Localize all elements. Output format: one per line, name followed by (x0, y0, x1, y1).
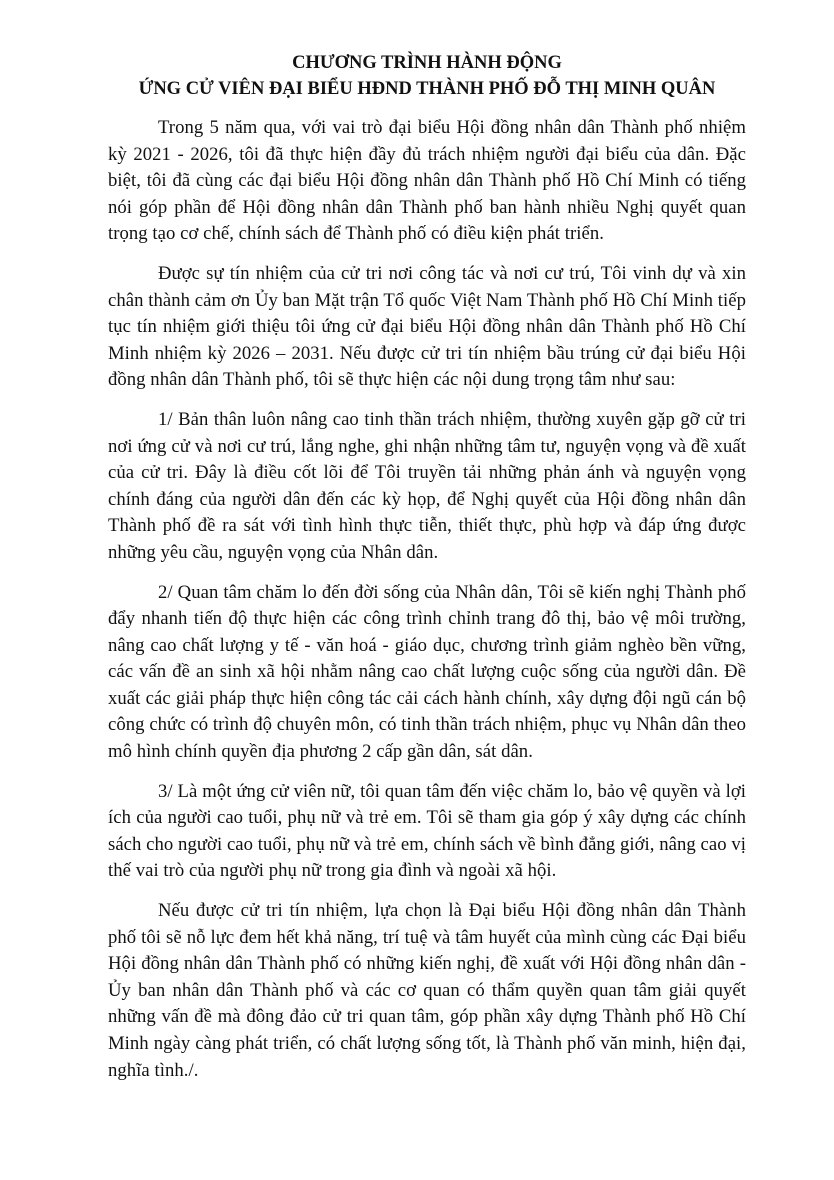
paragraph-closing: Nếu được cử tri tín nhiệm, lựa chọn là Đại biểu Hội đồng nhân dân Thành phố tôi sẽ nỗ lực đem hết khả năng, trí tuệ và tâm huyết của mình cùng các Đại biểu Hội đồng nhân dân Thành phố có những kiến nghị, đề xuất với Hội đồng nhân dân - Ủy ban nhân dân Thành phố và các cơ quan có thẩm quyền quan tâm giải quyết những vấn đề mà đông đảo cử tri quan tâm, góp phần xây dựng Thành phố Hồ Chí Minh ngày càng phát triển, có chất lượng sống tốt, là Thành phố văn minh, hiện đại, nghĩa tình./. (108, 900, 746, 1081)
document-title-line-1: CHƯƠNG TRÌNH HÀNH ĐỘNG (292, 53, 562, 73)
document-title-block (108, 50, 746, 102)
paragraph-point-2: 2/ Quan tâm chăm lo đến đời sống của Nhân dân, Tôi sẽ kiến nghị Thành phố đẩy nhanh tiến độ thực hiện các công trình chỉnh trang đô thị, bảo vệ môi trường, nâng cao chất lượng y tế - văn hoá - giáo dục, chương trình giảm nghèo bền vững, các vấn đề an sinh xã hội nhằm nâng cao chất lượng cuộc sống của người dân. Đề xuất các giải pháp thực hiện công tác cải cách hành chính, xây dựng đội ngũ cán bộ công chức có trình độ chuyên môn, có tinh thần trách nhiệm, phục vụ Nhân dân theo mô hình chính quyền địa phương 2 cấp gần dân, sát dân. (108, 581, 746, 763)
paragraph-nomination: Được sự tín nhiệm của cử tri nơi công tác và nơi cư trú, Tôi vinh dự và xin chân thành cảm ơn Ủy ban Mặt trận Tổ quốc Việt Nam Thành phố Hồ Chí Minh tiếp tục tín nhiệm giới thiệu tôi ứng cử đại biểu Hội đồng nhân dân Thành phố Hồ Chí Minh nhiệm kỳ 2026 – 2031. Nếu được cử tri tín nhiệm bầu trúng cử đại biểu Hội đồng nhân dân Thành phố, tôi sẽ thực hiện các nội dung trọng tâm như sau: (108, 262, 746, 391)
paragraph-intro: Trong 5 năm qua, với vai trò đại biểu Hội đồng nhân dân Thành phố nhiệm kỳ 2021 - 2026, tôi đã thực hiện đầy đủ trách nhiệm người đại biểu của dân. Đặc biệt, tôi đã cùng các đại biểu Hội đồng nhân dân Thành phố Hồ Chí Minh có tiếng nói góp phần để Hội đồng nhân dân Thành phố ban hành nhiều Nghị quyết quan trọng tạo cơ chế, chính sách để Thành phố có điều kiện phát triển. (108, 117, 746, 245)
document-title-line-2: ỨNG CỬ VIÊN ĐẠI BIỂU HĐND THÀNH PHỐ ĐỖ THỊ MINH QUÂN (138, 79, 716, 99)
paragraph-point-3: 3/ Là một ứng cử viên nữ, tôi quan tâm đến việc chăm lo, bảo vệ quyền và lợi ích của người cao tuổi, phụ nữ và trẻ em. Tôi sẽ tham gia góp ý xây dựng các chính sách cho người cao tuổi, phụ nữ và trẻ em, chính sách về bình đẳng giới, nâng cao vị thế vai trò của người phụ nữ trong gia đình và ngoài xã hội. (108, 780, 746, 882)
paragraph-point-1: 1/ Bản thân luôn nâng cao tinh thần trách nhiệm, thường xuyên gặp gỡ cử tri nơi ứng cử và nơi cư trú, lắng nghe, ghi nhận những tâm tư, nguyện vọng và đề xuất của cử tri. Đây là điều cốt lõi để Tôi truyền tải những phản ánh và nguyện vọng chính đáng của người dân đến các kỳ họp, để Nghị quyết của Hội đồng nhân dân Thành phố đề ra sát với tình hình thực tiễn, thiết thực, phù hợp và đáp ứng được những yêu cầu, nguyện vọng của Nhân dân. (108, 408, 746, 563)
